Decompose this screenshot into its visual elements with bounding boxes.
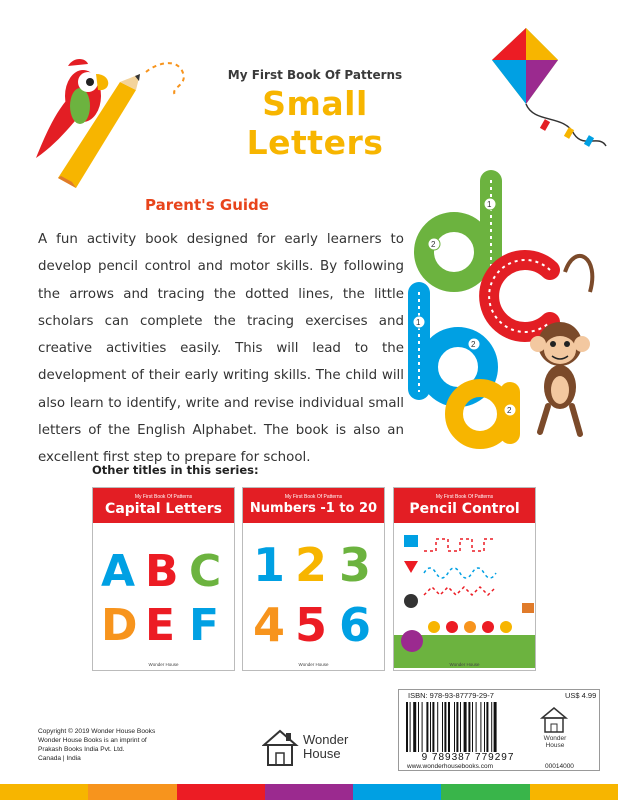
series-title: My First Book Of Patterns: [227, 68, 403, 82]
publisher-logo-text: [303, 733, 348, 761]
cover-glyph: D: [101, 600, 138, 651]
letter-c: [489, 260, 550, 332]
color-bar-segment: [441, 784, 529, 800]
cover-publisher: Wonder House: [148, 662, 179, 667]
cover-publisher: Wonder House: [449, 662, 480, 667]
copyright-line: Wonder House Books is an imprint of: [38, 737, 147, 744]
barcode-number: 9 789387 779297: [421, 752, 515, 763]
cover-series: My First Book Of Patterns: [435, 494, 494, 500]
cover-glyph: B: [145, 546, 179, 597]
cover-glyph: 5: [295, 598, 328, 652]
color-bar-segment: [265, 784, 353, 800]
cover-title: Numbers -1 to 20: [249, 501, 378, 516]
parrot-pencil-illustration: [28, 48, 198, 188]
bottom-color-bar: [0, 784, 618, 800]
logo-line: House: [303, 746, 341, 761]
tracing-number: 1: [487, 200, 492, 209]
cover-series: My First Book Of Patterns: [284, 494, 343, 500]
barcode-icon: [404, 702, 524, 752]
logo-line: Wonder: [303, 732, 349, 747]
pencil-control-illustration: [394, 523, 536, 668]
cover-glyph: A: [101, 546, 136, 597]
cover-title: Pencil Control: [409, 501, 520, 517]
cover-glyph: 6: [339, 598, 372, 652]
monkey-icon: [530, 256, 592, 434]
tracing-letters-illustration: [400, 162, 615, 452]
isbn-text: ISBN: 978-93-87779-29-7: [408, 691, 494, 700]
price-text: US$ 4.99: [565, 691, 597, 700]
cover-publisher: Wonder House: [298, 662, 329, 667]
color-bar-segment: [530, 784, 618, 800]
cover-glyph: 3: [339, 538, 372, 592]
color-bar-segment: [177, 784, 265, 800]
cover-series: My First Book Of Patterns: [134, 494, 193, 500]
website-text: www.wonderhousebooks.com: [407, 763, 493, 770]
book-title: Small Letters: [246, 84, 384, 162]
kite-icon: [474, 24, 614, 154]
copyright-line: Canada | India: [38, 755, 81, 762]
copyright-line: Prakash Books India Pvt. Ltd.: [38, 746, 125, 753]
tracing-number: 2: [431, 240, 436, 249]
color-bar-segment: [353, 784, 441, 800]
parents-guide-body: A fun activity book designed for early learners to develop pencil control and motor skills. By following the arrows and tracing the dotted lines, the little scholars can complete the tracing exercises and creative activities easily. This will lead to the development of their early writing skills. The child will also learn to identify, write and revise individual small letters of the English Alphabet. The book is also an excellent first step to prepare for school.: [38, 232, 404, 466]
book-cover-pencil-control[interactable]: [393, 487, 536, 671]
parents-guide-heading: Parent's Guide: [145, 196, 269, 214]
cover-glyph: E: [145, 600, 176, 651]
cover-title: Capital Letters: [105, 501, 222, 517]
copyright-block: [38, 727, 238, 763]
letter-d: [424, 170, 502, 282]
cover-glyph: F: [189, 600, 220, 651]
cover-glyph: C: [189, 546, 222, 597]
tracing-number: 2: [507, 406, 512, 415]
tracing-number: 1: [416, 318, 421, 327]
small-logo-label: Wonder House: [543, 735, 567, 749]
book-cover-numbers[interactable]: [242, 487, 385, 671]
cover-glyph: 2: [295, 538, 328, 592]
book-cover-capital-letters[interactable]: [92, 487, 235, 671]
color-bar-segment: [88, 784, 176, 800]
cover-glyph: 4: [253, 598, 286, 652]
copyright-line: Copyright © 2019 Wonder House Books: [38, 728, 156, 735]
other-titles-heading: Other titles in this series:: [92, 463, 259, 477]
house-logo-small-icon: [536, 704, 572, 734]
color-bar-segment: [0, 784, 88, 800]
product-code: 00014000: [545, 763, 574, 770]
cover-glyph: 1: [253, 538, 286, 592]
tracing-number: 2: [471, 340, 476, 349]
